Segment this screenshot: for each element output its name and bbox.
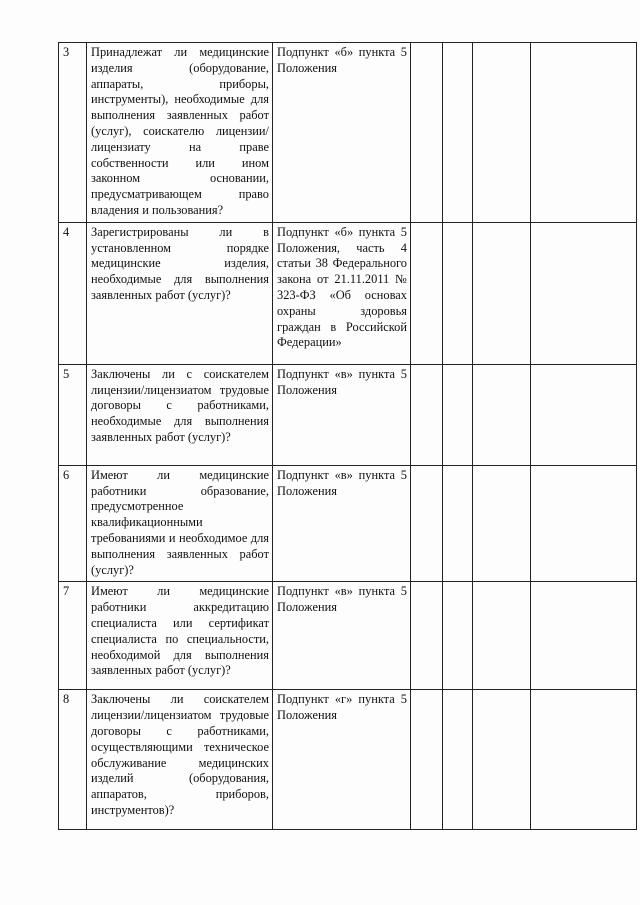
answer-yes-cell [411,690,443,830]
row-number: 8 [59,690,87,830]
answer-yes-cell [411,43,443,223]
notes-cell [531,364,637,465]
answer-no-cell [443,690,473,830]
reference-cell: Подпункт «в» пункта 5 Положения [273,465,411,582]
answer-yes-cell [411,582,443,690]
reference-cell: Подпункт «б» пункта 5 Положения [273,43,411,223]
question-cell: Имеют ли медицинские работники образование, предусмотренное квалификационными требованиями и необходимое для выполнения заявленных работ (услуг)? [87,465,273,582]
answer-yes-cell [411,364,443,465]
answer-na-cell [473,43,531,223]
table-row [59,690,637,830]
answer-no-cell [443,222,473,364]
row-number: 5 [59,364,87,465]
checklist-table [58,42,637,830]
answer-no-cell [443,364,473,465]
reference-cell: Подпункт «б» пункта 5 Положения, часть 4 статьи 38 Федерального закона от 21.11.2011 № 323-ФЗ «Об основах охраны здоровья граждан в Российской Федерации» [273,222,411,364]
question-cell: Принадлежат ли медицинские изделия (оборудование, аппараты, приборы, инструменты), необходимые для выполнения заявленных работ (услуг), соискателю лицензии/лицензиату на праве собственности или ином законном основании, предусматривающем право владения и пользования? [87,43,273,223]
notes-cell [531,222,637,364]
reference-cell: Подпункт «в» пункта 5 Положения [273,582,411,690]
row-number: 4 [59,222,87,364]
question-cell: Заключены ли с соискателем лицензии/лицензиатом трудовые договоры с работниками, необходимые для выполнения заявленных работ (услуг)? [87,364,273,465]
notes-cell [531,465,637,582]
notes-cell [531,582,637,690]
answer-na-cell [473,465,531,582]
question-cell: Имеют ли медицинские работники аккредитацию специалиста или сертификат специалиста по специальности, необходимой для выполнения заявленных работ (услуг)? [87,582,273,690]
row-number: 6 [59,465,87,582]
answer-na-cell [473,364,531,465]
row-number: 7 [59,582,87,690]
table-row [59,222,637,364]
question-cell: Зарегистрированы ли в установленном порядке медицинские изделия, необходимые для выполнения заявленных работ (услуг)? [87,222,273,364]
answer-yes-cell [411,222,443,364]
answer-na-cell [473,690,531,830]
table-row [59,582,637,690]
notes-cell [531,690,637,830]
question-cell: Заключены ли соискателем лицензии/лицензиатом трудовые договоры с работниками, осуществляющими техническое обслуживание медицинских изделий (оборудования, аппаратов, приборов, инструментов)? [87,690,273,830]
answer-na-cell [473,222,531,364]
row-number: 3 [59,43,87,223]
notes-cell [531,43,637,223]
answer-no-cell [443,582,473,690]
table-row [59,43,637,223]
answer-yes-cell [411,465,443,582]
answer-no-cell [443,465,473,582]
reference-cell: Подпункт «в» пункта 5 Положения [273,364,411,465]
table-row [59,364,637,465]
reference-cell: Подпункт «г» пункта 5 Положения [273,690,411,830]
answer-no-cell [443,43,473,223]
answer-na-cell [473,582,531,690]
table-row [59,465,637,582]
